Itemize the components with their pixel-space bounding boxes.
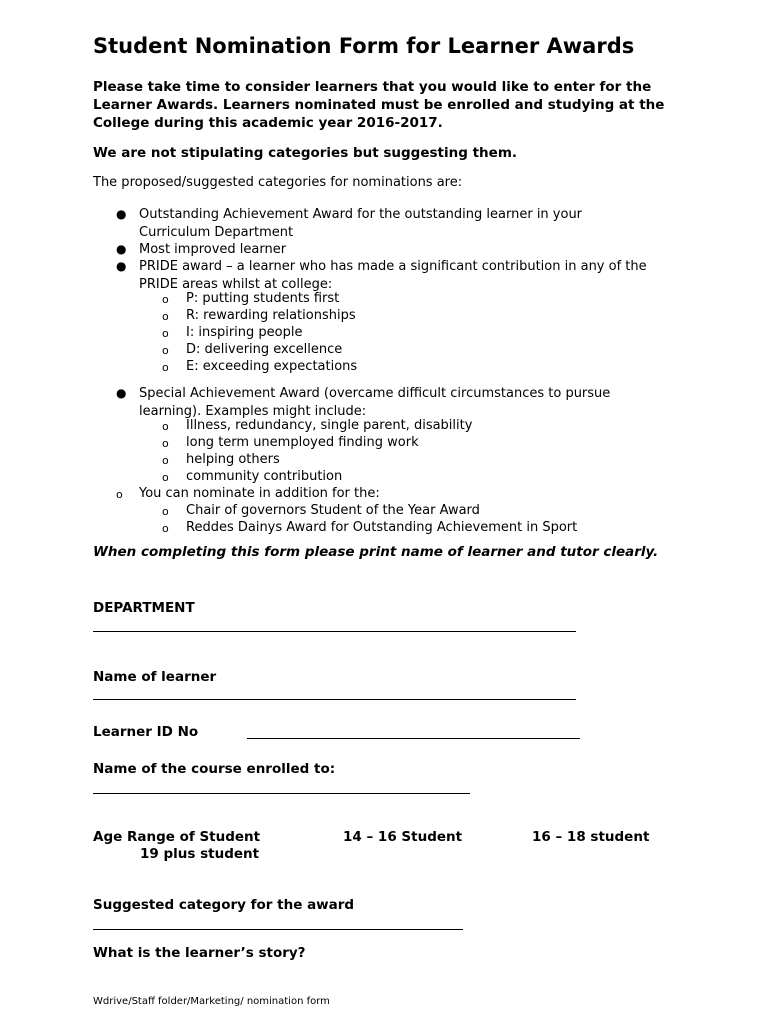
circle-bullet-icon: o — [162, 293, 169, 306]
learner-id-field[interactable] — [247, 738, 580, 739]
list-item: ● Most improved learner — [116, 242, 287, 257]
category-field[interactable] — [93, 929, 463, 930]
circle-bullet-icon: o — [162, 471, 169, 484]
list-item: ● Special Achievement Award (overcame difficult circumstances to pursue — [116, 386, 611, 401]
list-item-continuation: PRIDE areas whilst at college: — [139, 277, 333, 292]
category-list — [116, 206, 647, 375]
sub-list-item: o Illness, redundancy, single parent, disability — [162, 418, 473, 433]
learner-name-label: Name of learner — [93, 669, 217, 685]
sub-list-item: o E: exceeding expectations — [162, 359, 358, 374]
department-label: DEPARTMENT — [93, 600, 195, 616]
course-label: Name of the course enrolled to: — [93, 761, 336, 777]
bullet-icon: ● — [116, 207, 127, 221]
sub-list-item: o R: rewarding relationships — [162, 308, 356, 323]
list-item-continuation: Curriculum Department — [139, 225, 294, 240]
bullet-icon: ● — [116, 242, 127, 256]
category-label: Suggested category for the award — [93, 897, 355, 913]
intro-paragraph — [93, 78, 713, 132]
story-label: What is the learner’s story? — [93, 945, 306, 961]
course-field[interactable] — [93, 793, 470, 794]
stipulation-text: We are not stipulating categories but suggesting them. — [93, 145, 518, 161]
sub-list-item: o long term unemployed finding work — [162, 435, 419, 450]
circle-bullet-icon: o — [162, 327, 169, 340]
circle-bullet-icon: o — [116, 488, 123, 501]
sub-list-item: o Reddes Dainys Award for Outstanding Achievement in Sport — [162, 520, 578, 535]
intro-line: College during this academic year 2016-2017. — [93, 115, 443, 131]
instruction-text: When completing this form please print name of learner and tutor clearly. — [93, 544, 659, 560]
list-item: o You can nominate in addition for the: — [116, 486, 380, 501]
list-item: ● PRIDE award – a learner who has made a significant contribution in any of the — [116, 259, 647, 274]
intro-line: Please take time to consider learners that you would like to enter for the — [93, 79, 652, 95]
department-field[interactable] — [93, 631, 576, 632]
age-option-16-18[interactable]: 16 – 18 student — [532, 829, 650, 845]
bullet-icon: ● — [116, 386, 127, 400]
list-item: ● Outstanding Achievement Award for the outstanding learner in your — [116, 207, 583, 222]
special-category-list — [116, 385, 610, 536]
circle-bullet-icon: o — [162, 344, 169, 357]
sub-list-item: o Chair of governors Student of the Year Award — [162, 503, 480, 518]
circle-bullet-icon: o — [162, 454, 169, 467]
page-title: Student Nomination Form for Learner Awards — [93, 34, 635, 58]
learner-id-label: Learner ID No — [93, 724, 199, 740]
circle-bullet-icon: o — [162, 522, 169, 535]
circle-bullet-icon: o — [162, 420, 169, 433]
bullet-icon: ● — [116, 259, 127, 273]
circle-bullet-icon: o — [162, 310, 169, 323]
circle-bullet-icon: o — [162, 361, 169, 374]
circle-bullet-icon: o — [162, 437, 169, 450]
sub-list-item: o I: inspiring people — [162, 325, 303, 340]
learner-name-field[interactable] — [93, 699, 576, 700]
age-option-19-plus[interactable]: 19 plus student — [140, 846, 260, 862]
intro-line: Learner Awards. Learners nominated must be enrolled and studying at the — [93, 97, 665, 113]
proposed-categories-text: The proposed/suggested categories for nominations are: — [93, 175, 463, 190]
sub-list-item: o helping others — [162, 452, 280, 467]
sub-list-item: o P: putting students first — [162, 291, 340, 306]
sub-list-item: o D: delivering excellence — [162, 342, 343, 357]
footer-path: Wdrive/Staff folder/Marketing/ nomination form — [93, 996, 330, 1007]
circle-bullet-icon: o — [162, 505, 169, 518]
age-range-label: Age Range of Student — [93, 829, 261, 845]
age-option-14-16[interactable]: 14 – 16 Student — [343, 829, 463, 845]
list-item-continuation: learning). Examples might include: — [139, 404, 367, 419]
sub-list-item: o community contribution — [162, 469, 343, 484]
